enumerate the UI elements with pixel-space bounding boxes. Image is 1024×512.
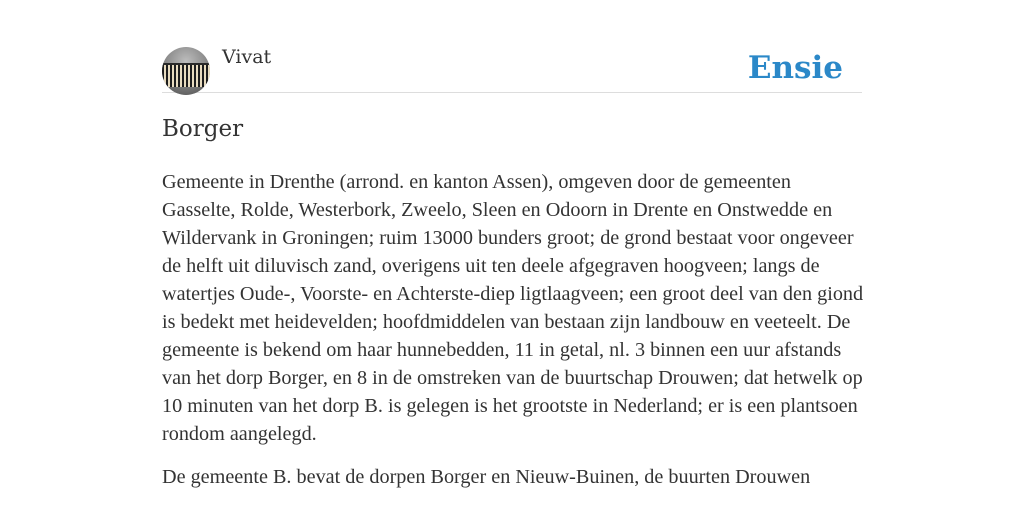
paragraph: Gemeente in Drenthe (arrond. en kanton Assen), omgeven door de gemeenten Gasselte, Rolde, Westerbork, Zweelo, Sleen en Odoorn in Drente en Onstwedde en Wildervank in Groningen; ruim 13000 bunders groot; de grond bestaat voor ongeveer de helft uit diluvisch zand, overigens uit ten deele afgegraven hoogveen; langs de watertjes Oude-, Voorste- en Achterste-diep ligtlaagveen; een groot deel van den giond is bedekt met heidevelden; hoofdmiddelen van bestaan zijn landbouw en veeteelt. De gemeente is bekend om haar hunnebedden, 11 in getal, nl. 3 binnen een uur afstands van het dorp Borger, en 8 in de omstreken van de buurtschap Drouwen; dat hetwelk op 10 minuten van het dorp B. is gelegen is het grootste in Nederland; er is een plantsoen rondom aangelegd. [162,171,864,445]
article-body [162,168,867,506]
author-name[interactable]: Vivat [222,46,272,68]
article-page [162,0,864,488]
brand-logo[interactable]: Ensie [747,50,843,86]
avatar-stripes [162,65,210,87]
article-header [162,0,862,93]
paragraph: De gemeente B. bevat de dorpen Borger en Nieuw-Buinen, de buurten Drouwen [162,466,811,488]
author-avatar[interactable] [162,47,210,95]
page-title: Borger [162,116,244,142]
